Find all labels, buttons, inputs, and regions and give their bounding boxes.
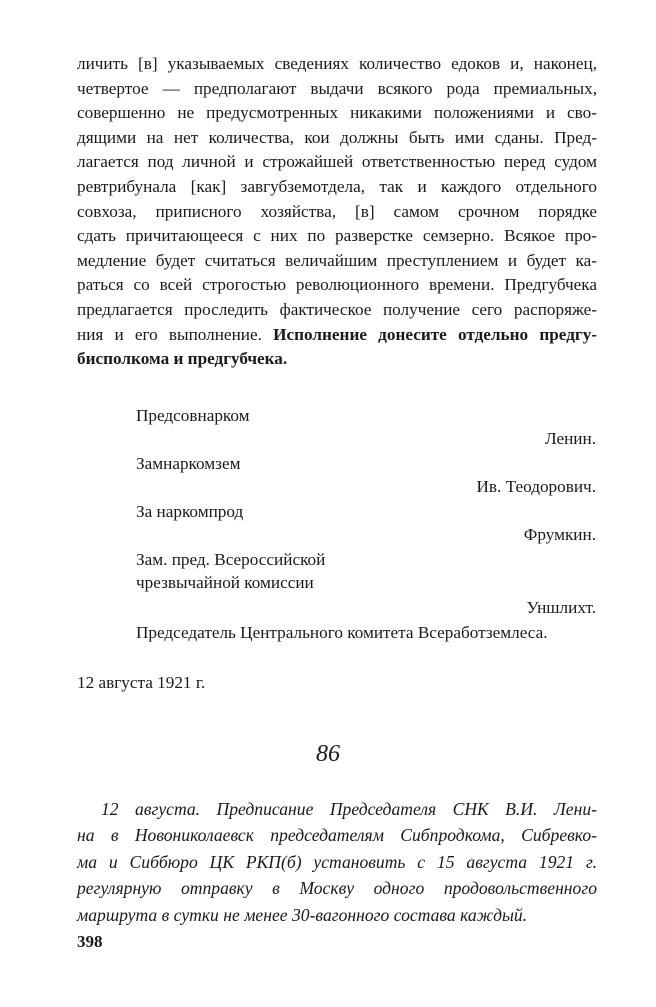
signature-name-chair: Ленин. [544, 429, 596, 448]
body-line: медление будет считаться величайшим преступлением и будет ка- [77, 250, 597, 270]
summary-line: на в Новониколаевск председателям Сибпродкома, Сибревко- [77, 825, 597, 846]
body-line: предлагается проследить фактическое получение сего распоряже- [77, 299, 597, 319]
body-line-mixed [77, 323, 597, 348]
page-number: 398 [77, 932, 103, 951]
signature-name-cheka: Уншлихт. [526, 598, 596, 617]
signature-union-chair: Председатель Центрального комитета Всеработземлеса. [136, 623, 548, 642]
body-line: совершенно не предусмотренных никакими положениями и сво- [77, 103, 597, 123]
signature-title-food: За наркомпрод [136, 502, 244, 521]
body-line: совхоза, приписного хозяйства, [в] самом срочном порядке [77, 201, 597, 221]
body-line: личить [в] указываемых сведениях количество едоков и, наконец, [77, 54, 597, 73]
body-line: четвертое — предполагают выдачи всякого рода премиальных, [77, 78, 597, 98]
document-summary [77, 796, 597, 928]
bold-instruction-end: бисполкома и предгубчека. [77, 349, 288, 369]
signature-title-cheka-1: Зам. пред. Всероссийской [136, 550, 326, 569]
summary-line: ма и Сиббюро ЦК РКП(б) установить с 15 августа 1921 г. [77, 851, 597, 872]
document-number: 86 [316, 741, 340, 767]
signature-title-agri: Замнаркомзем [136, 454, 241, 473]
signature-title-chair: Предсовнарком [136, 406, 250, 425]
summary-line: регулярную отправку в Москву одного продовольственного [77, 878, 597, 899]
summary-line: маршрута в сутки не менее 30-вагонного состава каждый. [77, 904, 528, 925]
signature-name-food: Фрумкин. [523, 525, 596, 544]
body-line: раться со всей строгостью революционного времени. Предгубчека [77, 275, 597, 295]
summary-line: 12 августа. Предписание Председателя СНК В.И. Лени- [101, 799, 597, 819]
body-line: дящими на нет количества, кои должны быть ими сданы. Пред- [77, 127, 597, 147]
body-line: ревтрибунала [как] завгубземотдела, так и каждого отдельного [77, 176, 597, 196]
document-body [77, 52, 597, 372]
signature-name-agri: Ив. Теодорович. [476, 477, 596, 496]
body-line: сдать причитающееся с них по разверстке семзерно. Всякое про- [77, 226, 597, 246]
body-line: лагается под личной и строжайшей ответственностью перед судом [77, 152, 597, 172]
bold-instruction: Исполнение донесите отдельно предгу- [273, 324, 598, 344]
document-date: 12 августа 1921 г. [77, 673, 206, 692]
body-line: ния и его выполнение. [77, 324, 262, 344]
signature-title-cheka-2: чрезвычайной комиссии [136, 573, 314, 592]
